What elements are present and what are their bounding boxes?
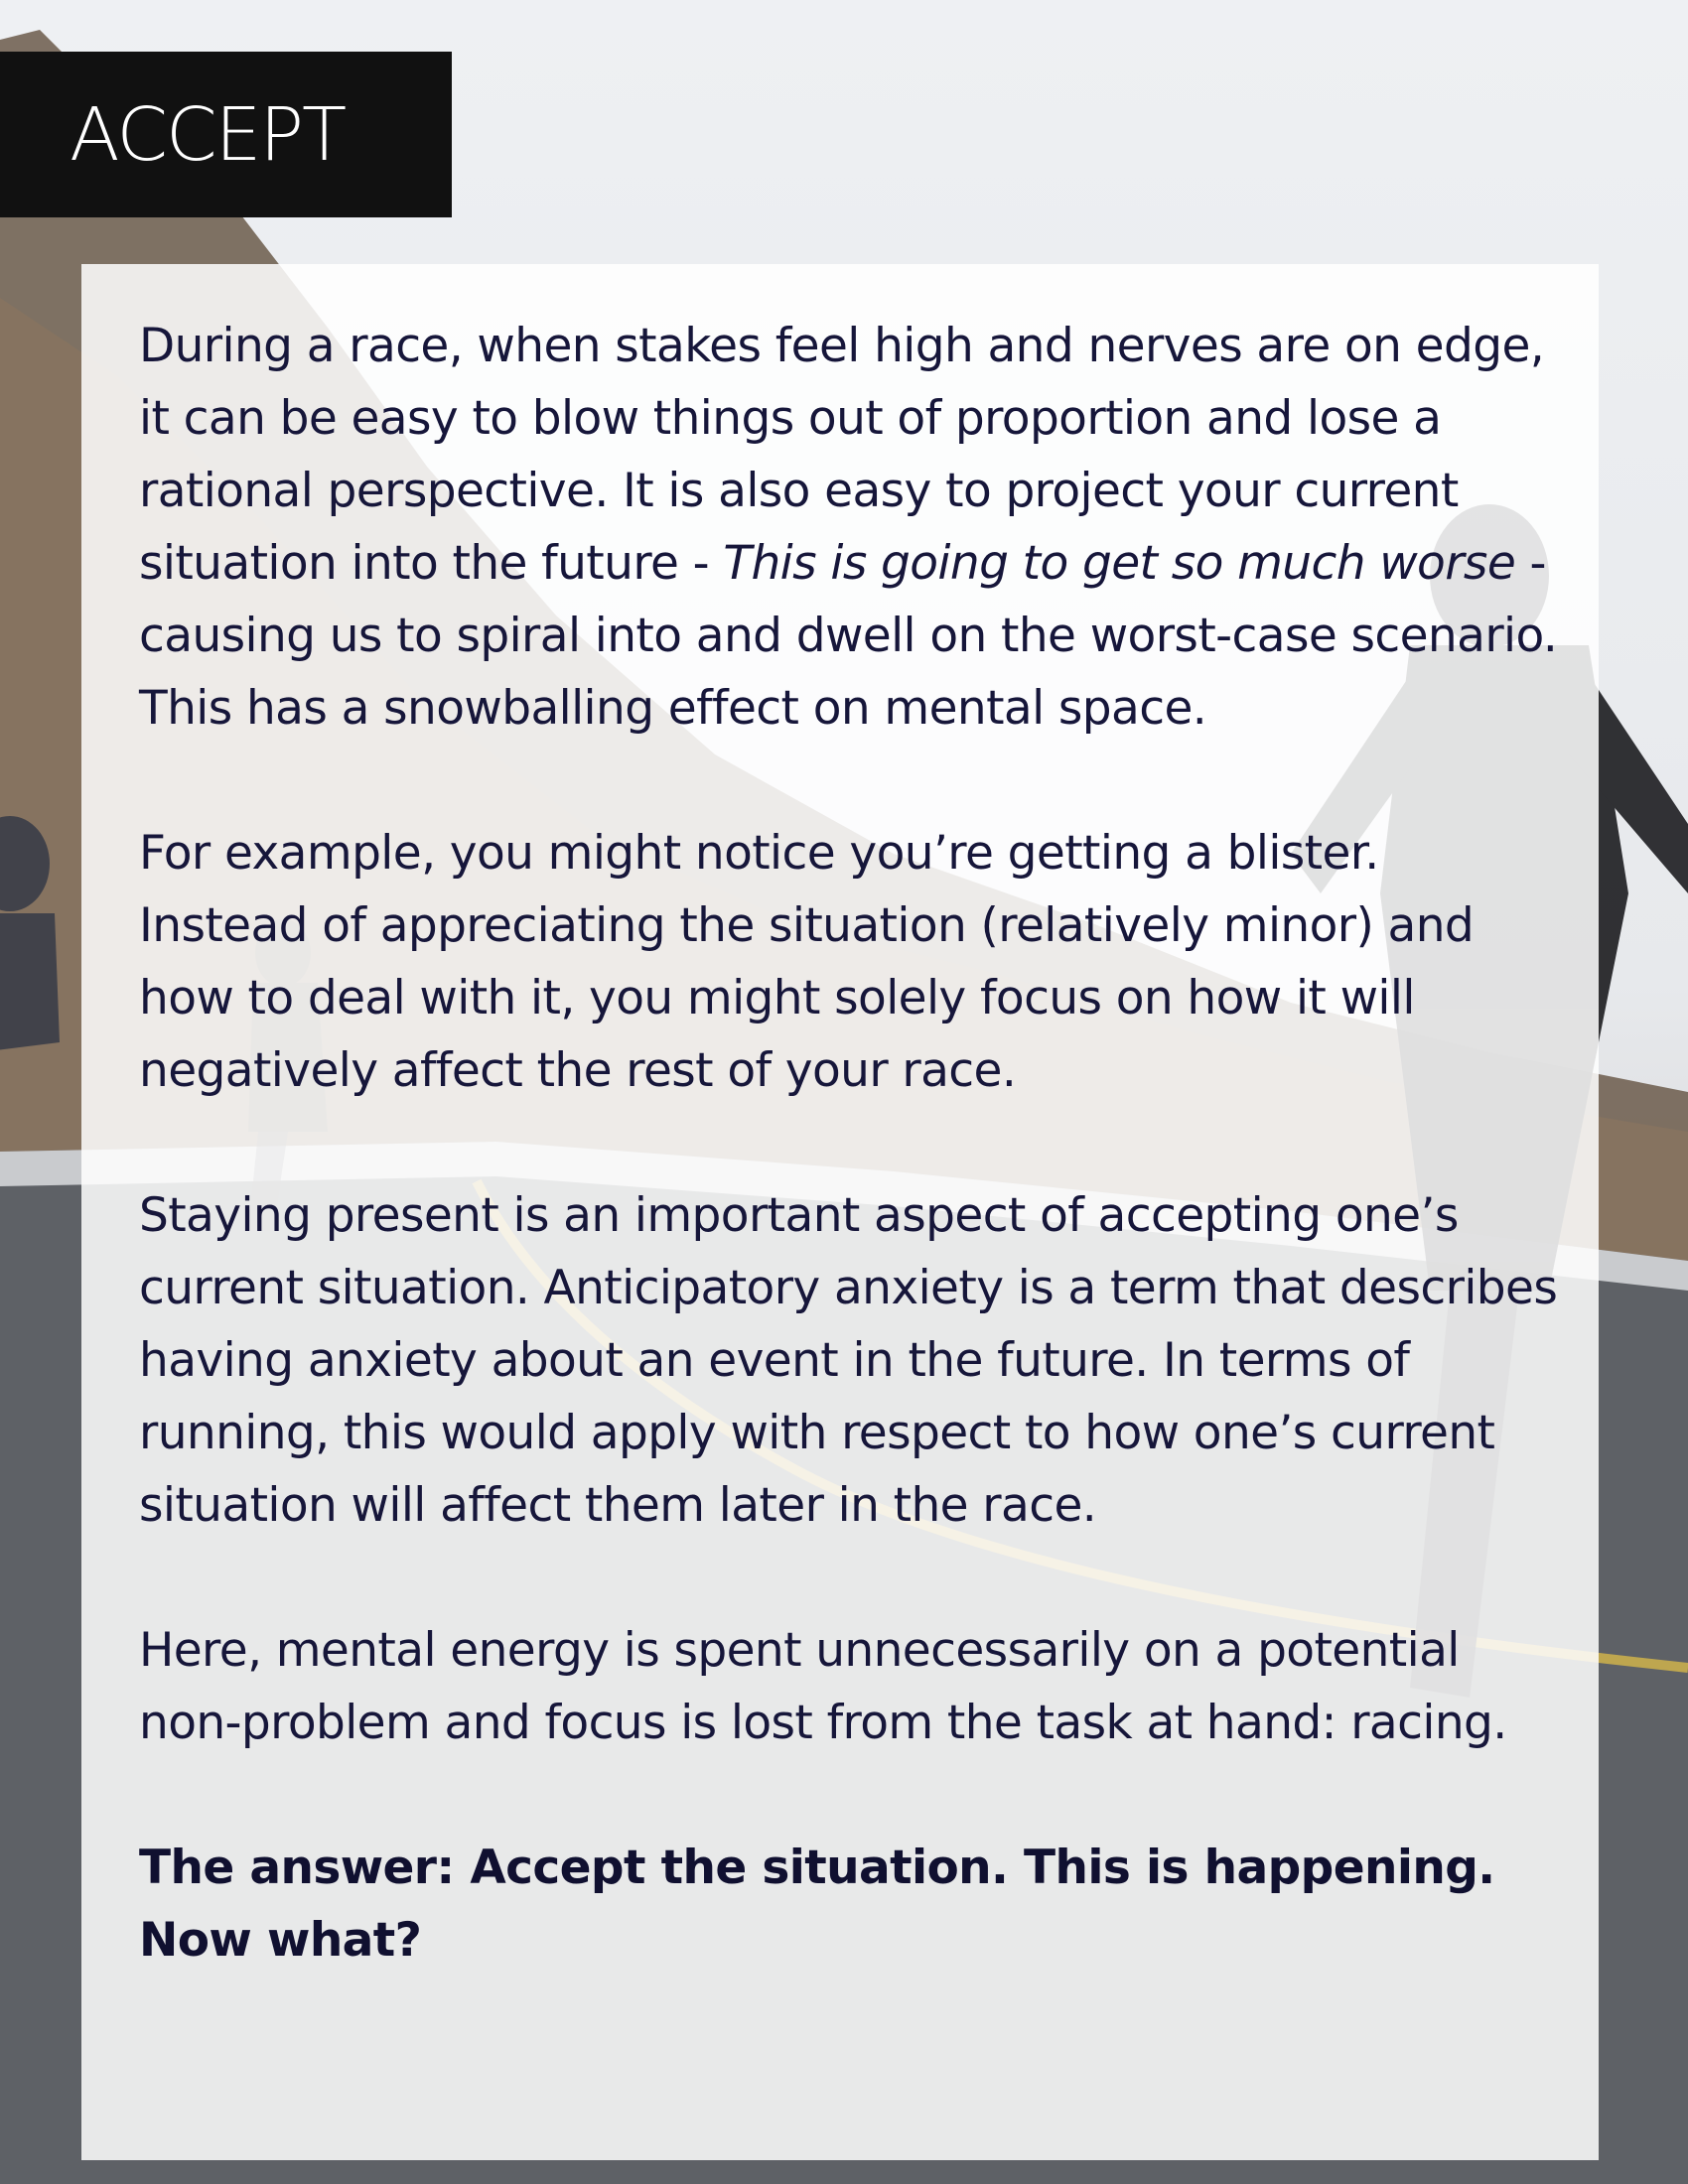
- paragraph-1: [139, 310, 1559, 745]
- paragraph-2: For example, you might notice you’re getting a blister. Instead of appreciating the situation (relatively minor) and how to deal with it, you might solely focus on how it will negatively affect the rest of your race.: [139, 826, 1475, 1098]
- paragraph-1-text-end: - causing us to spiral into and dwell on the worst-case scenario. This has a snowballing effect on mental space.: [139, 536, 1558, 736]
- paragraph-3: Staying present is an important aspect of accepting one’s current situation. Anticipatory anxiety is a term that describes having anxiety about an event in the future. In terms of running, this would apply with respect to how one’s current situation will affect them later in the race.: [139, 1188, 1558, 1533]
- body-text: [139, 310, 1559, 1977]
- conclusion-paragraph: The answer: Accept the situation. This is happening. Now what?: [139, 1841, 1495, 1968]
- section-title-box: [0, 52, 452, 217]
- text-panel: [81, 264, 1599, 2160]
- paragraph-1-text-start: During a race, when stakes feel high and nerves are on edge, it can be easy to blow things out of proportion and lose a rational perspective. It is also easy to project your current situation into the future -: [139, 319, 1545, 591]
- paragraph-1-italic-quote: This is going to get so much worse: [723, 536, 1516, 591]
- paragraph-4: Here, mental energy is spent unnecessarily on a potential non-problem and focus is lost from the task at hand: racing.: [139, 1623, 1507, 1750]
- section-title: ACCEPT: [70, 91, 346, 178]
